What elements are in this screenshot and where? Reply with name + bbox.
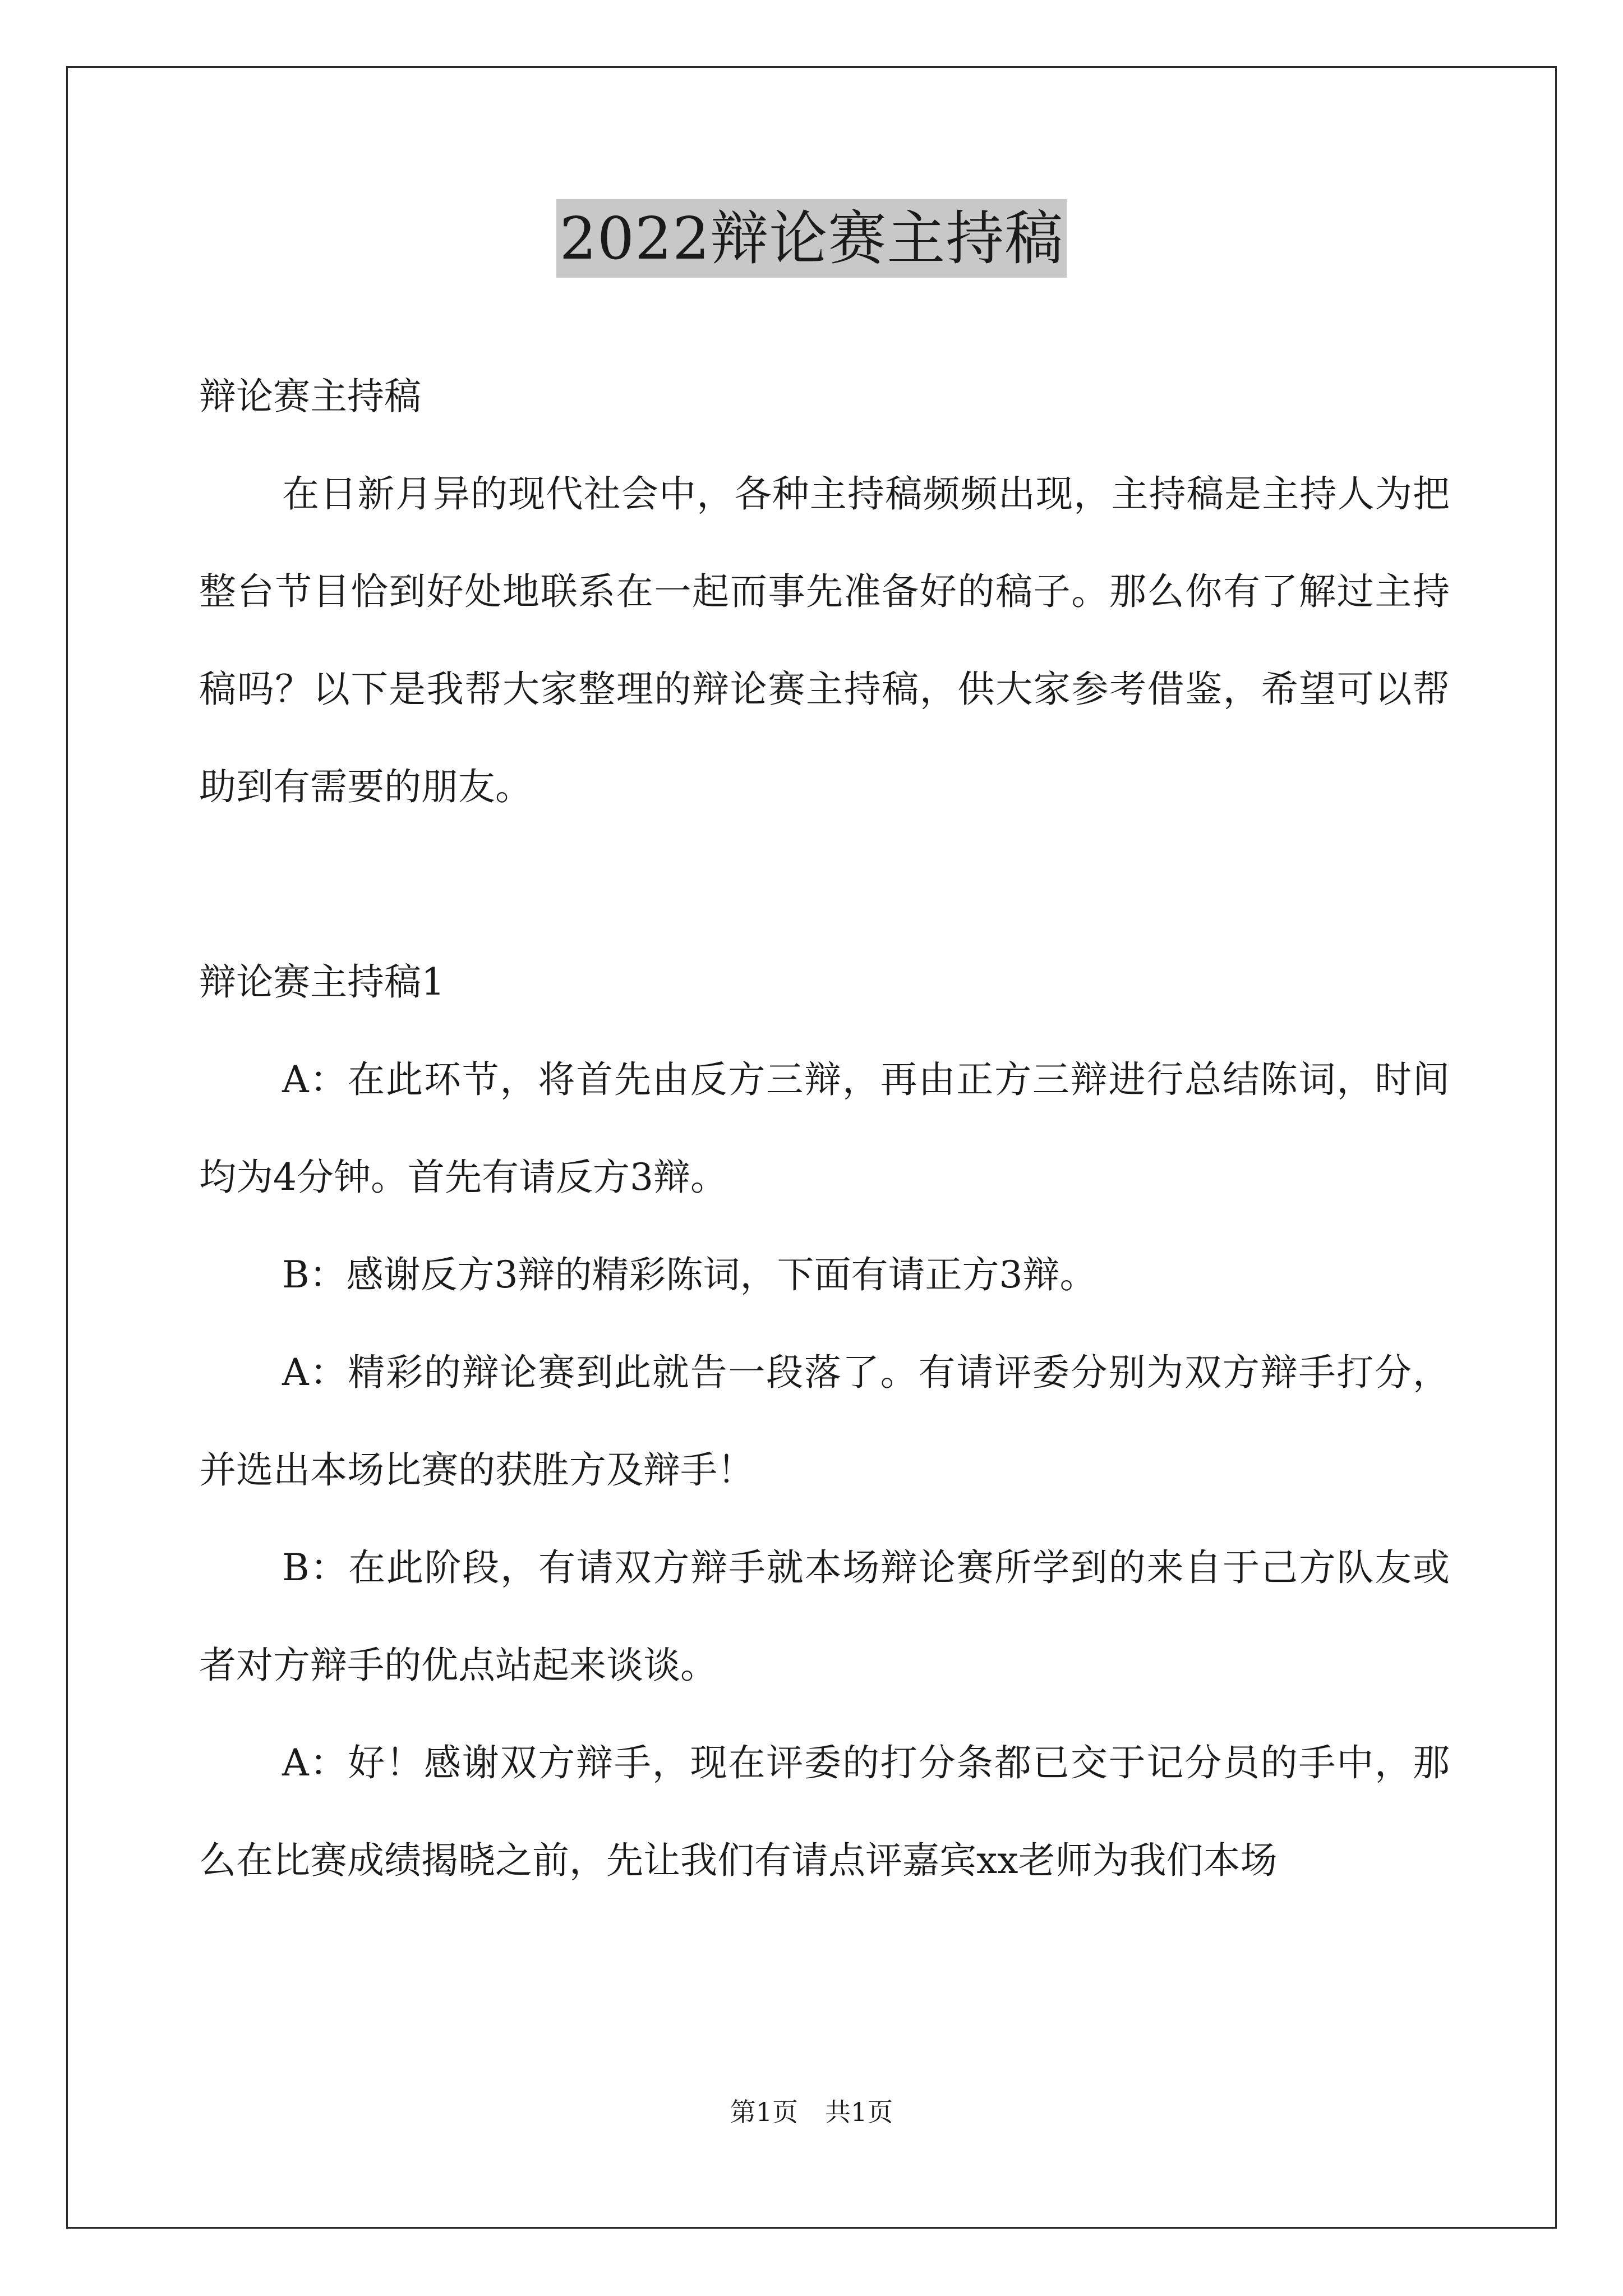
dialogue-paragraph: A：在此环节，将首先由反方三辩，再由正方三辩进行总结陈词，时间均为4分钟。首先有请反方3辩。	[199, 1058, 1450, 1199]
dialogue-paragraph: B：在此阶段，有请双方辩手就本场辩论赛所学到的来自于己方队友或者对方辩手的优点站起来谈谈。	[199, 1546, 1450, 1687]
dialogue-paragraph: A：精彩的辩论赛到此就告一段落了。有请评委分别为双方辩手打分，并选出本场比赛的获胜方及辩手！	[199, 1351, 1450, 1492]
page-number: 第1页	[730, 2097, 798, 2127]
section-heading: 辩论赛主持稿	[199, 375, 421, 418]
blank-line	[199, 836, 1450, 933]
intro-paragraph: 在日新月异的现代社会中，各种主持稿频频出现，主持稿是主持人为把整台节目恰到好处地联系在一起而事先准备好的稿子。那么你有了解过主持稿吗？以下是我帮大家整理的辩论赛主持稿，供大家参考借鉴，希望可以帮助到有需要的朋友。	[199, 472, 1450, 808]
dialogue-paragraph: B：感谢反方3辩的精彩陈词，下面有请正方3辩。	[282, 1253, 1097, 1296]
page-footer	[0, 2095, 1623, 2129]
document-title: 2022辩论赛主持稿	[556, 199, 1067, 278]
section-heading-1: 辩论赛主持稿1	[199, 960, 445, 1004]
title-container	[0, 199, 1623, 278]
page-total: 共1页	[825, 2097, 893, 2127]
document-body	[199, 348, 1450, 1910]
dialogue-paragraph: A：好！感谢双方辩手，现在评委的打分条都已交于记分员的手中，那么在比赛成绩揭晓之前，先让我们有请点评嘉宾xx老师为我们本场	[199, 1741, 1450, 1882]
